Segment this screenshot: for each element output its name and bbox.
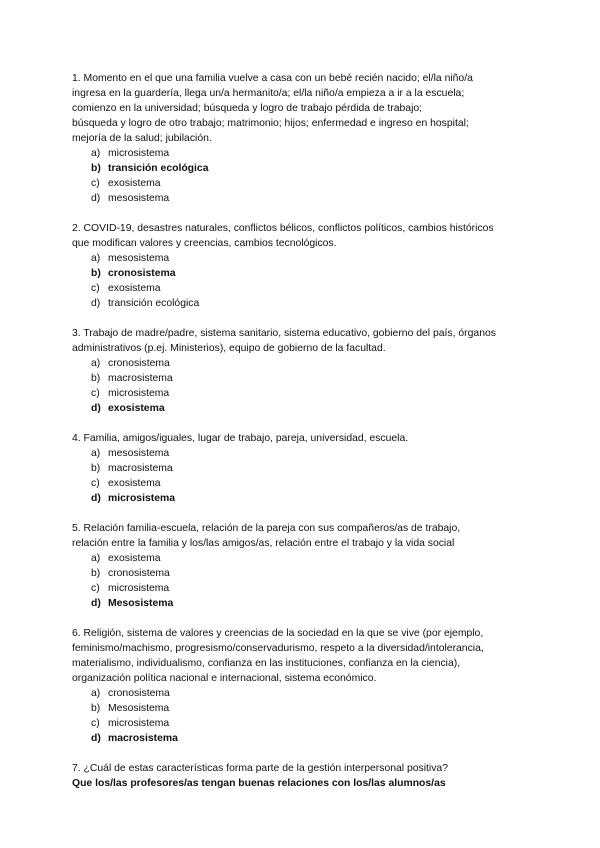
option: d) mesosistema xyxy=(91,193,170,204)
option: a) mesosistema xyxy=(91,448,170,459)
answer-text: Que los/las profesores/as tengan buenas relaciones con los/las alumnos/as xyxy=(72,778,446,789)
option: a) cronosistema xyxy=(91,358,170,369)
question-line: 2. COVID-19, desastres naturales, conflictos bélicos, conflictos políticos, cambios históricos xyxy=(72,223,494,234)
question-4 xyxy=(72,431,527,506)
question-line: organización política nacional e internacional, sistema económico. xyxy=(72,673,377,684)
option: c) microsistema xyxy=(91,718,170,729)
question-line: 3. Trabajo de madre/padre, sistema sanitario, sistema educativo, gobierno del país, órganos xyxy=(72,328,496,339)
options-list xyxy=(72,146,527,206)
question-line: feminismo/machismo, progresismo/conservadurismo, respeto a la diversidad/intolerancia, xyxy=(72,643,484,654)
question-line: ingresa en la guardería, llega un/a hermanito/a; el/la niño/a empieza a ir a la escuela; xyxy=(72,88,465,99)
option: a) microsistema xyxy=(91,148,170,159)
options-list xyxy=(72,356,527,416)
question-text: 7. ¿Cuál de estas características forma parte de la gestión interpersonal positiva? xyxy=(72,763,448,774)
question-2 xyxy=(72,221,527,311)
option: a) exosistema xyxy=(91,553,161,564)
option-correct: b) transición ecológica xyxy=(91,163,209,174)
option: b) cronosistema xyxy=(91,568,170,579)
option: a) cronosistema xyxy=(91,688,170,699)
options-list xyxy=(72,251,527,311)
question-text xyxy=(72,521,527,551)
options-list xyxy=(72,686,527,746)
question-text xyxy=(72,431,527,446)
question-line: administrativos (p.ej. Ministerios), equipo de gobierno de la facultad. xyxy=(72,343,386,354)
option: c) exosistema xyxy=(91,178,161,189)
option-correct: d) macrosistema xyxy=(91,733,178,744)
question-line: relación entre la familia y los/las amigos/as, relación entre el trabajo y la vida social xyxy=(72,538,455,549)
option: b) macrosistema xyxy=(91,463,173,474)
question-7 xyxy=(72,761,527,791)
options-list xyxy=(72,551,527,611)
question-line: comienzo en la universidad; búsqueda y logro de trabajo pérdida de trabajo; xyxy=(72,103,423,114)
option: c) exosistema xyxy=(91,478,161,489)
question-line: materialismo, individualismo, confianza en las instituciones, confianza en la ciencia), xyxy=(72,658,461,669)
question-text xyxy=(72,221,527,251)
option-correct: d) Mesosistema xyxy=(91,598,174,609)
question-text xyxy=(72,71,527,146)
option: b) macrosistema xyxy=(91,373,173,384)
options-list xyxy=(72,446,527,506)
question-line: 1. Momento en el que una familia vuelve a casa con un bebé recién nacido; el/la niño/a xyxy=(72,73,473,84)
question-6 xyxy=(72,626,527,746)
question-line: 6. Religión, sistema de valores y creencias de la sociedad en la que se vive (por ejemplo, xyxy=(72,628,484,639)
question-1 xyxy=(72,71,527,206)
document-page xyxy=(72,71,527,806)
option: d) transición ecológica xyxy=(91,298,200,309)
question-3 xyxy=(72,326,527,416)
option: a) mesosistema xyxy=(91,253,170,264)
question-line: 5. Relación familia-escuela, relación de la pareja con sus compañeros/as de trabajo, xyxy=(72,523,461,534)
question-5 xyxy=(72,521,527,611)
option: c) microsistema xyxy=(91,388,170,399)
question-line: mejoría de la salud; jubilación. xyxy=(72,133,212,144)
option-correct: b) cronosistema xyxy=(91,268,176,279)
question-text xyxy=(72,626,527,686)
option-correct: d) exosistema xyxy=(91,403,165,414)
option: c) microsistema xyxy=(91,583,170,594)
option: c) exosistema xyxy=(91,283,161,294)
question-line: que modifican valores y creencias, cambios tecnológicos. xyxy=(72,238,337,249)
question-line: búsqueda y logro de otro trabajo; matrimonio; hijos; enfermedad e ingreso en hospital; xyxy=(72,118,469,129)
question-line: 4. Familia, amigos/iguales, lugar de trabajo, pareja, universidad, escuela. xyxy=(72,433,409,444)
question-text xyxy=(72,326,527,356)
option: b) Mesosistema xyxy=(91,703,170,714)
option-correct: d) microsistema xyxy=(91,493,175,504)
